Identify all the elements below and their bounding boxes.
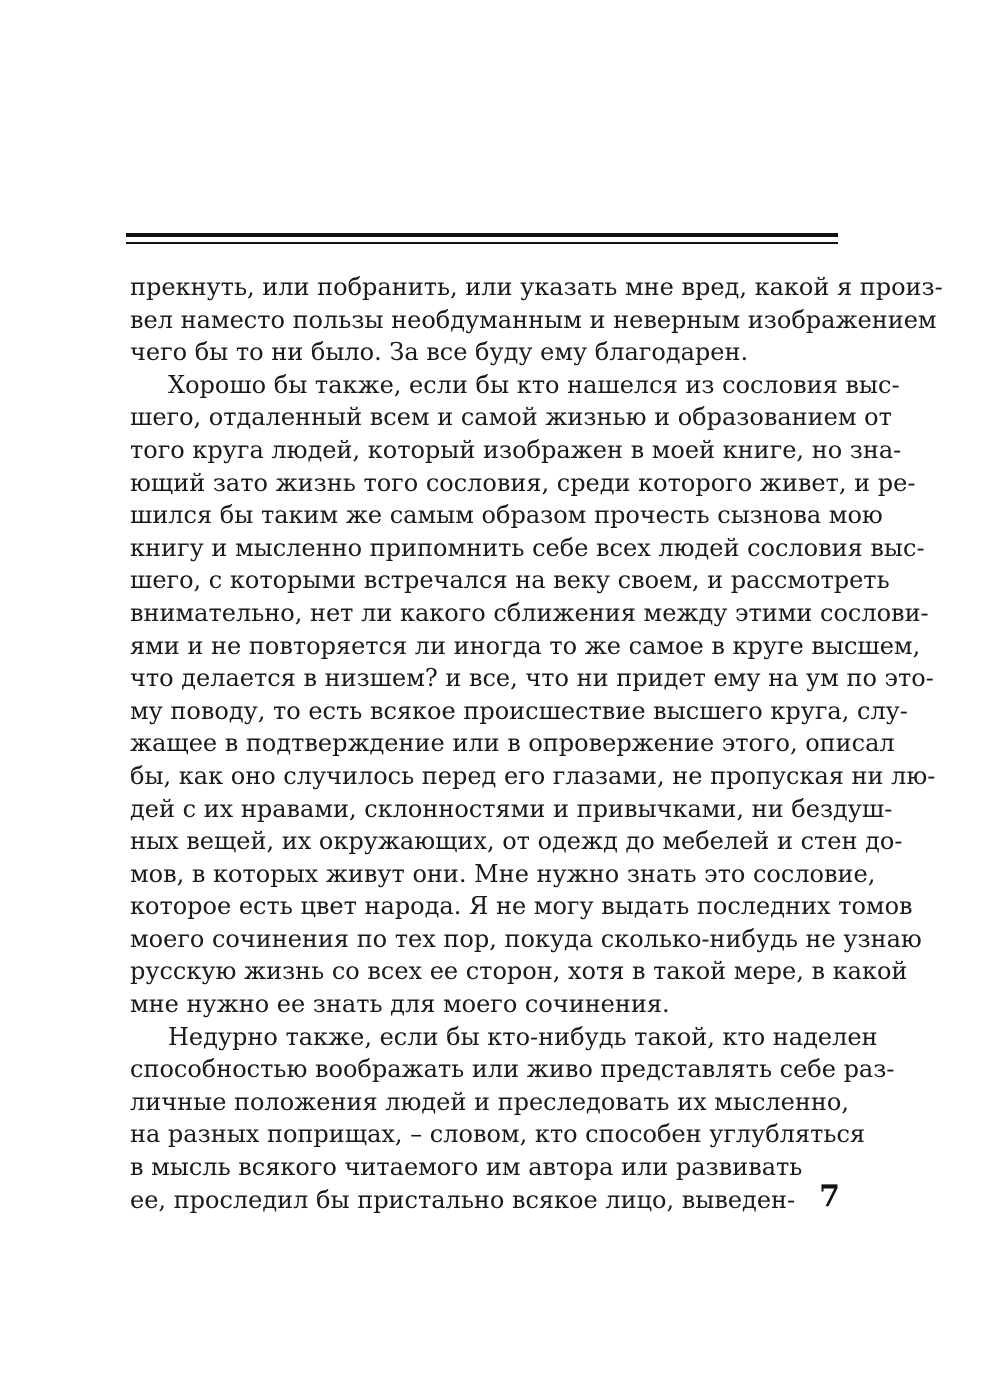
- text-line: в мысль всякого читаемого им автора или развивать: [130, 1153, 803, 1182]
- text-line: прекнуть, или побранить, или указать мне вред, какой я произ-: [130, 273, 943, 301]
- text-line: того круга людей, который изображен в моей книге, но зна-: [130, 435, 902, 464]
- text-line: ющий зато жизнь того сословия, среди которого живет, и ре-: [130, 468, 916, 497]
- text-line: чего бы то ни было. За все буду ему благодарен.: [130, 338, 749, 367]
- body-text: [130, 271, 943, 1216]
- text-line: моего сочинения по тех пор, покуда сколько-нибудь не узнаю: [130, 924, 922, 953]
- text-line: шился бы таким же самым образом прочесть сызнова мою: [130, 501, 883, 530]
- text-line: книгу и мысленно припомнить себе всех людей сословия выс-: [130, 533, 925, 562]
- text-line: мне нужно ее знать для моего сочинения.: [130, 990, 670, 1019]
- text-line: му поводу, то есть всякое происшествие высшего круга, слу-: [130, 696, 908, 725]
- text-line: Недурно также, если бы кто-нибудь такой, кто наделен: [168, 1022, 878, 1051]
- text-line: шего, отдаленный всем и самой жизнью и образованием от: [130, 403, 892, 432]
- text-line: ями и не повторяется ли иногда то же самое в круге высшем,: [130, 631, 921, 660]
- text-line: на разных поприщах, – словом, кто способен углубляться: [130, 1120, 866, 1149]
- text-line: что делается в низшем? и все, что ни придет ему на ум по это-: [130, 664, 934, 693]
- text-line: личные положения людей и преследовать их мысленно,: [130, 1087, 849, 1116]
- text-line: внимательно, нет ли какого сближения между этими сослови-: [130, 598, 929, 627]
- header-rule-thick: [126, 233, 838, 237]
- text-line: мов, в которых живут они. Мне нужно знать это сословие,: [130, 859, 876, 888]
- text-line: дей с их нравами, склонностями и привычками, ни бездуш-: [130, 794, 893, 823]
- text-line: бы, как оно случилось перед его глазами, не пропуская ни лю-: [130, 761, 936, 790]
- text-line: Хорошо бы также, если бы кто нашелся из сословия выс-: [168, 370, 900, 399]
- text-line: ных вещей, их окружающих, от одежд до мебелей и стен до-: [130, 827, 903, 856]
- header-rule-thin: [126, 242, 838, 244]
- text-line: шего, с которыми встречался на веку своем, и рассмотреть: [130, 566, 890, 595]
- text-line: жащее в подтверждение или в опровержение этого, описал: [130, 729, 895, 758]
- page-number: 7: [819, 1179, 840, 1214]
- text-line: которое есть цвет народа. Я не могу выдать последних томов: [130, 892, 913, 921]
- text-line: вел наместо пользы необдуманным и неверным изображением: [130, 305, 937, 334]
- text-line: ее, проследил бы пристально всякое лицо, выведен-: [130, 1185, 796, 1214]
- text-line: способностью воображать или живо представлять себе раз-: [130, 1055, 895, 1084]
- text-line: русскую жизнь со всех ее сторон, хотя в такой мере, в какой: [130, 957, 908, 986]
